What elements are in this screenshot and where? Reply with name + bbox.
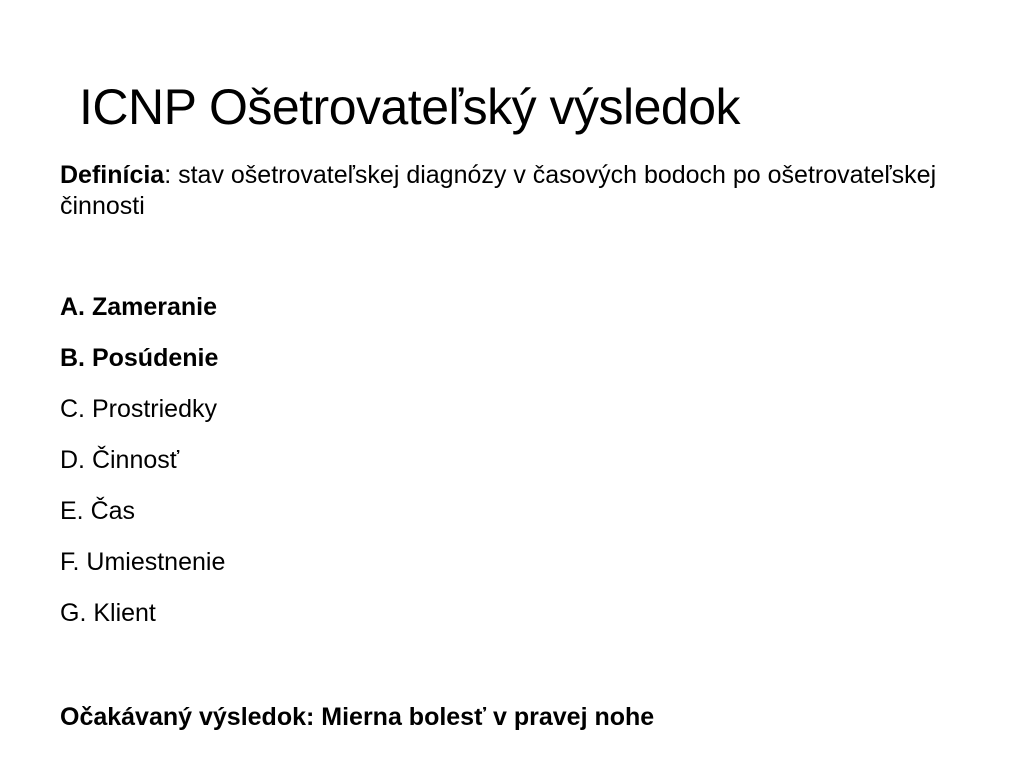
list-item-posudenie: B. Posúdenie [60,344,219,372]
list-item-klient: G. Klient [60,599,156,627]
definition-term: Definícia [60,161,165,189]
list-item-prostriedky: C. Prostriedky [60,395,217,423]
expected-outcome: Očakávaný výsledok: Mierna bolesť v pravej nohe [60,703,655,731]
axes-list [60,292,225,649]
list-item-cinnost: D. Činnosť [60,446,180,474]
slide-title: ICNP Ošetrovateľský výsledok [79,79,740,135]
list-item-cas: E. Čas [60,497,136,525]
slide-content [60,160,960,731]
list-item-umiestnenie: F. Umiestnenie [60,548,226,576]
list-item-zameranie: A. Zameranie [60,293,218,321]
definition-text: : stav ošetrovateľskej diagnózy v časových bodoch po ošetrovateľskej činnosti [60,161,937,220]
definition-paragraph [60,160,960,222]
